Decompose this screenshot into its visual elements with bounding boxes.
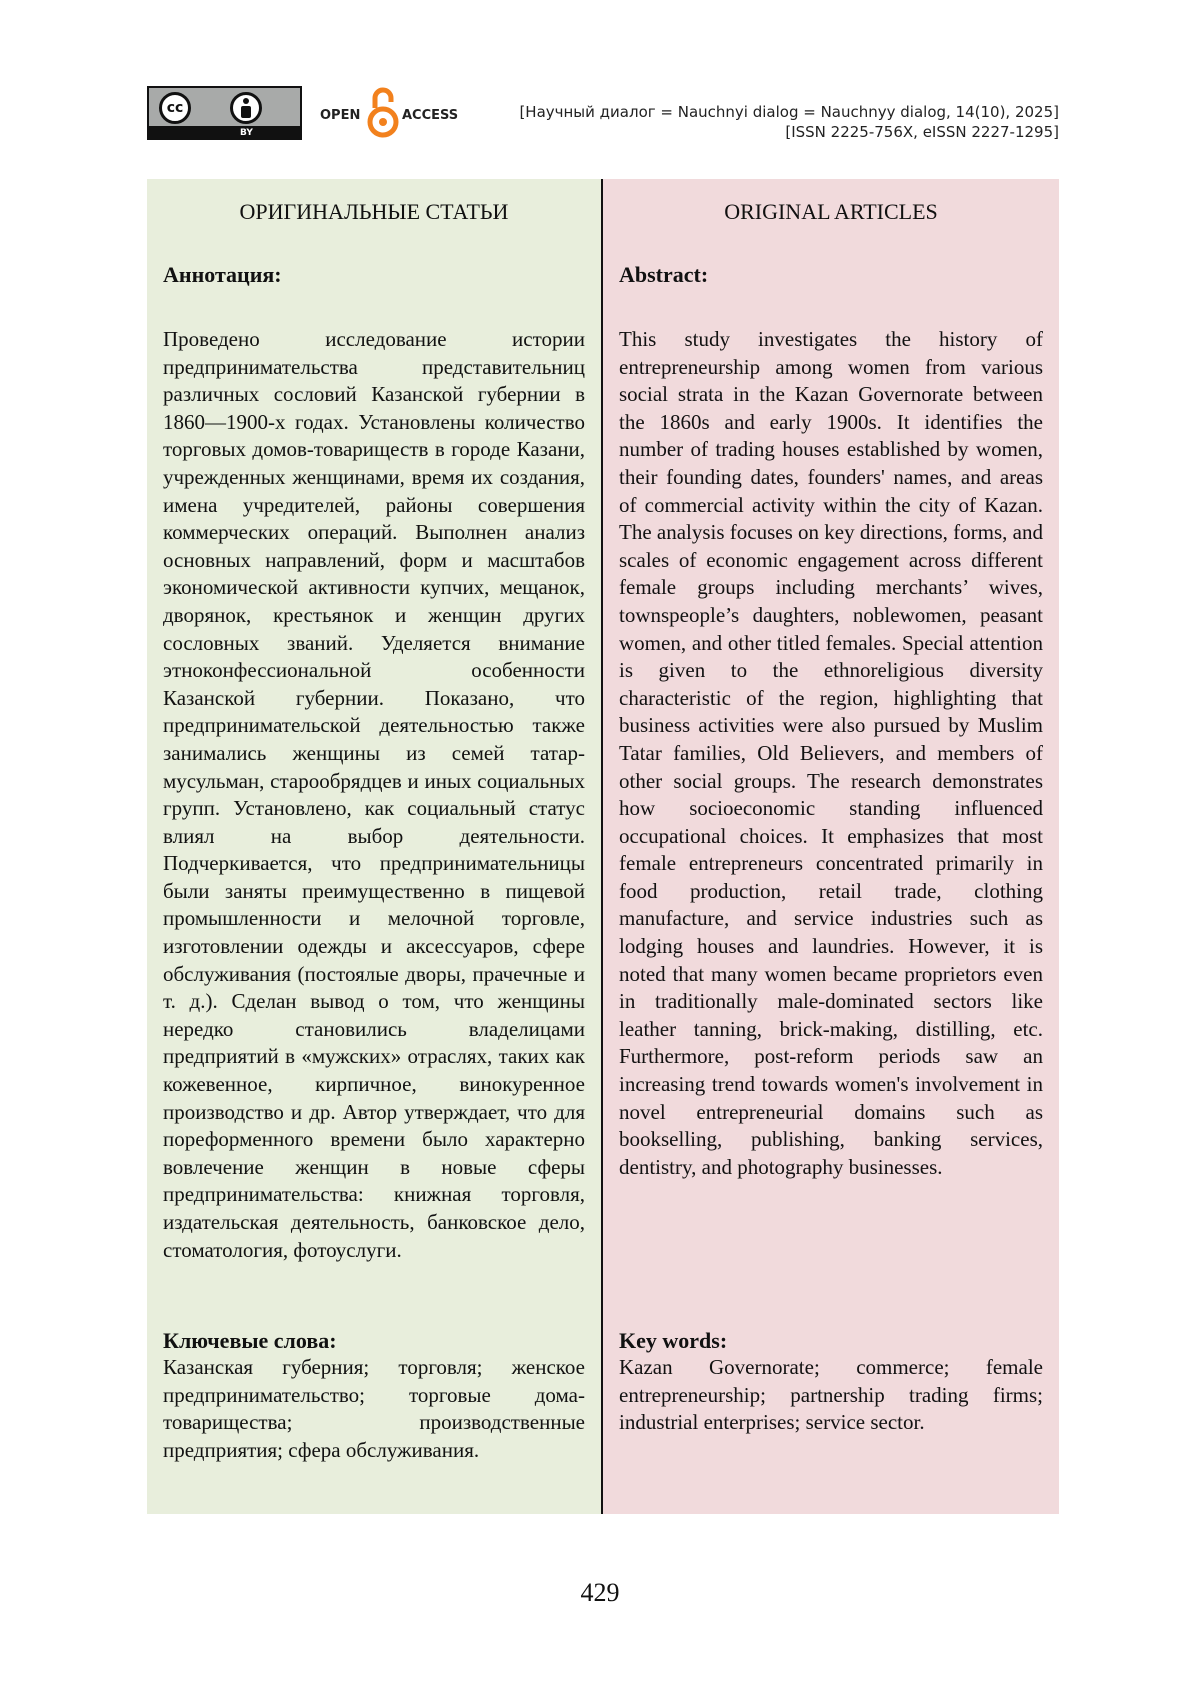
cc-by-license-badge[interactable] [147, 86, 302, 140]
en-keywords-label: Key words: [619, 1328, 728, 1353]
open-access-access-text: ACCESS [402, 108, 459, 123]
ru-abstract-text: Проведено исследование истории предпринимательства представительниц различных сословий Казанской губернии в 1860—1900-х годах. Установлены количество торговых домов-товариществ в городе Казани, учрежденных женщинами, время их создания, имена учредителей, районы совершения коммерческих операций. Выполнен анализ основных направлений, форм и масштабов экономической активности купчих, мещанок, дворянок, крестьянок и женщин других сословных званий. Уделяется внимание этноконфессиональной особенности Казанской губернии. Показано, что предпринимательской деятельностью также занимались женщины из семей татар-мусульман, старообрядцев и иных социальных групп. Установлено, как социальный статус влиял на выбор деятельности. Подчеркивается, что предпринимательницы были заняты преимущественно в пищевой промышленности и мелочной торговле, изготовлении одежды и аксессуаров, сфере обслуживания (постоялые дворы, прачечные и т. д.). Сделан вывод о том, что женщины нередко становились владелицами предприятий в «мужских» отраслях, таких как кожевенное, кирпичное, винокуренное производство и др. Автор утверждает, что для пореформенного времени было характерно вовлечение женщин в новые сферы предпринимательства: книжная торговля, издательская деятельность, банковское дело, стоматология, фотоуслуги. [163, 327, 585, 1262]
russian-column [147, 179, 601, 1514]
en-abstract-label: Abstract: [619, 262, 709, 287]
attribution-person-icon [230, 92, 262, 124]
ru-keywords-text: Казанская губерния; торговля; женское предпринимательство; торговые дома-товарищества; производственные предприятия; сфера обслуживания. [163, 1355, 585, 1462]
license-label: BY [240, 128, 253, 138]
en-section-title: ORIGINAL ARTICLES [724, 199, 938, 224]
en-keywords-block [619, 1327, 1043, 1437]
open-access-logo [320, 86, 470, 140]
license-strip [149, 126, 300, 138]
ru-abstract-label: Аннотация: [163, 262, 282, 287]
en-keywords-text: Kazan Governorate; commerce; female entrepreneurship; partnership trading firms; industrial enterprises; service sector. [619, 1355, 1043, 1435]
en-abstract-text: This study investigates the history of entrepreneurship among women from various social strata in the Kazan Governorate between the 1860s and early 1900s. It identifies the number of trading houses established by women, their founding dates, founders' names, and areas of commercial activity within the city of Kazan. The analysis focuses on key directions, forms, and scales of economic engagement across different female groups including merchants’ wives, townspeople’s daughters, noblewomen, peasant women, and other titled females. Special attention is given to the ethnoreligious diversity characteristic of the region, highlighting that business activities were also pursued by Muslim Tatar families, Old Believers, and members of other social groups. The research demonstrates how socioeconomic standing influenced occupational choices. It emphasizes that most female entrepreneurs concentrated primarily in food production, retail trade, clothing manufacture, and service industries such as lodging houses and laundries. However, it is noted that many women became proprietors even in traditionally male-dominated sectors like leather tanning, brick-making, distilling, etc. Furthermore, post-reform periods saw an increasing trend towards women's involvement in novel entrepreneurial domains such as bookselling, publishing, banking services, dentistry, and photography businesses. [619, 327, 1043, 1179]
cc-icon: cc [159, 92, 191, 124]
page-header [147, 86, 1059, 146]
ru-section-title: ОРИГИНАЛЬНЫЕ СТАТЬИ [239, 199, 509, 224]
ru-keywords-label: Ключевые слова: [163, 1328, 337, 1353]
citation-line: [Научный диалог = Nauchnyi dialog = Nauchnyy dialog, 14(10), 2025] [519, 103, 1059, 121]
open-access-open-text: OPEN [320, 108, 361, 123]
english-column [603, 179, 1059, 1514]
issn-line: [ISSN 2225-756X, eISSN 2227-1295] [785, 123, 1059, 141]
open-access-lock-icon [366, 86, 400, 140]
journal-citation [519, 102, 1059, 142]
page-number: 429 [580, 1578, 620, 1607]
ru-keywords-block [163, 1327, 585, 1464]
abstract-columns [147, 179, 1059, 1514]
